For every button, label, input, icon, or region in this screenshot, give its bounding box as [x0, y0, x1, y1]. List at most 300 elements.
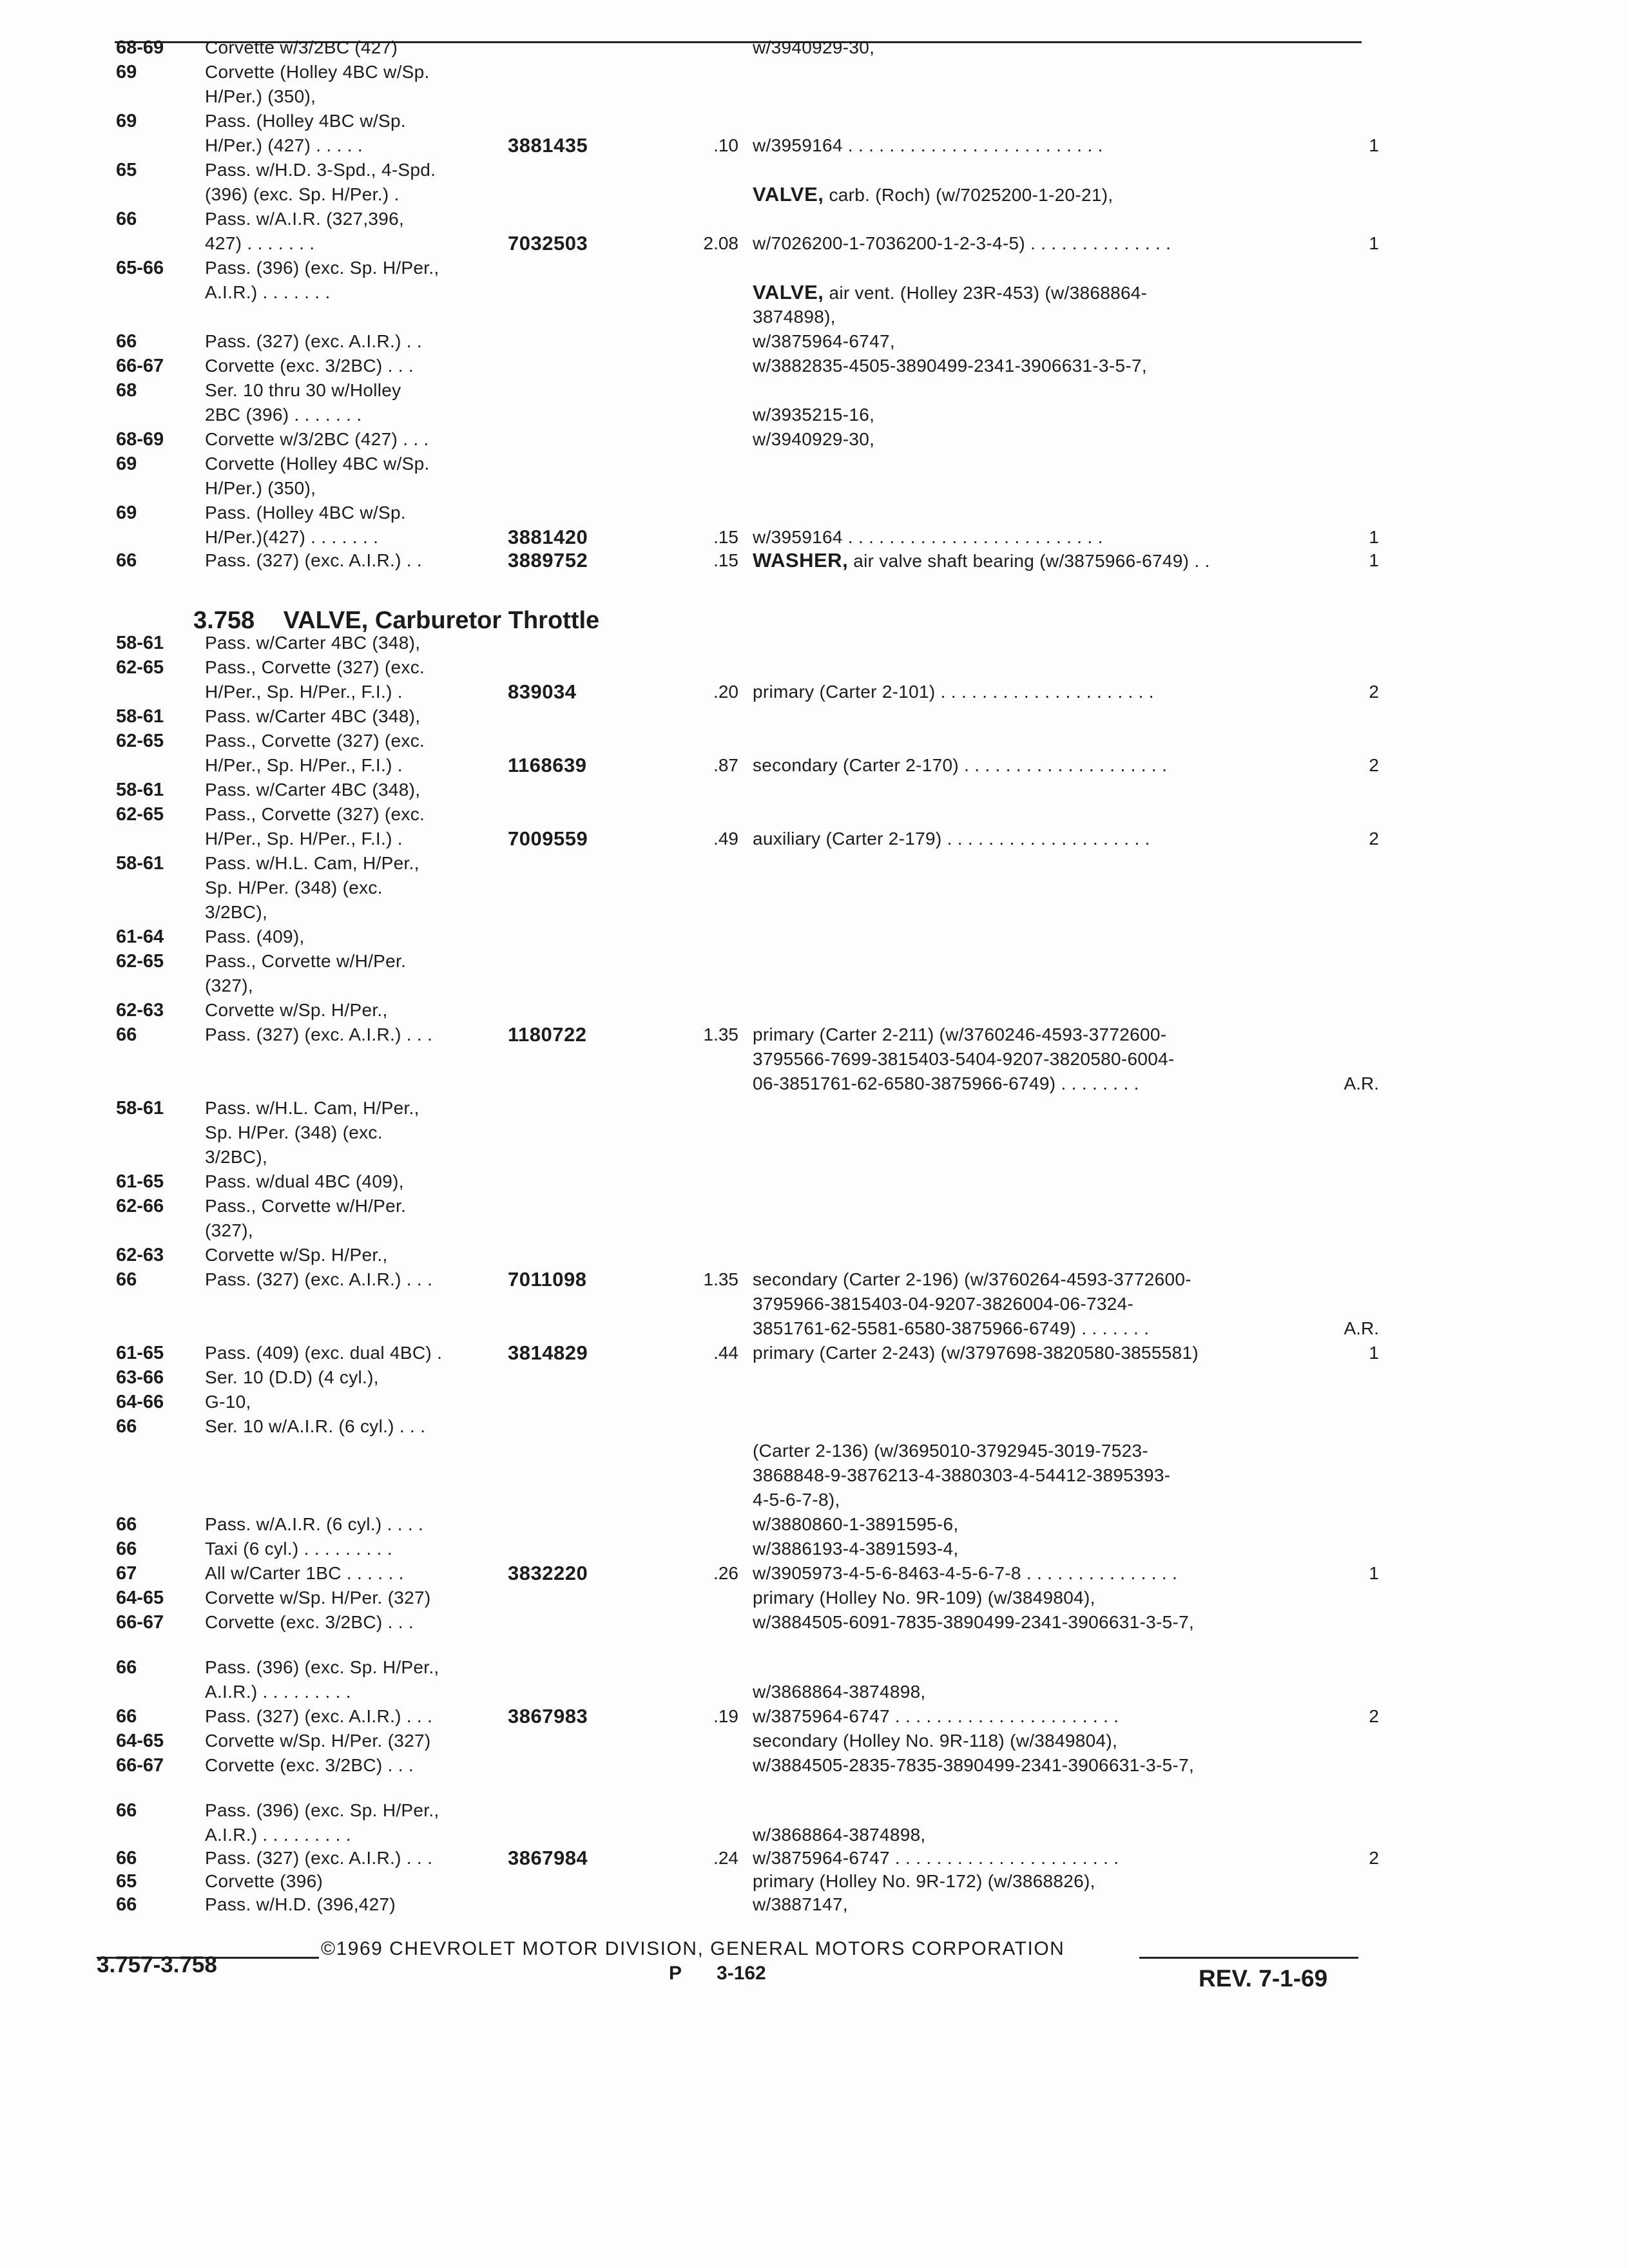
- application-description: A.I.R.) . . . . . . . . .: [205, 1682, 351, 1702]
- catalog-line: [0, 901, 1629, 924]
- remarks-text: w/3887147,: [753, 1894, 848, 1914]
- application-description: H/Per., Sp. H/Per., F.I.) .: [205, 829, 403, 849]
- quantity: A.R.: [1344, 1073, 1379, 1093]
- catalog-line: [0, 1366, 1629, 1389]
- catalog-line: [0, 1705, 1629, 1728]
- remarks-text: w/3875964-6747 . . . . . . . . . . . . . . . . . . . . . .: [753, 1848, 1119, 1868]
- catalog-line: [0, 680, 1629, 704]
- catalog-line: [0, 1415, 1629, 1438]
- application-description: (327),: [205, 1220, 253, 1240]
- quantity: A.R.: [1344, 1318, 1379, 1338]
- application-description: Pass. (396) (exc. Sp. H/Per.,: [205, 1800, 439, 1820]
- remarks-text: w/3959164 . . . . . . . . . . . . . . . . . . . . . . . . .: [753, 527, 1103, 547]
- application-description: H/Per.) (350),: [205, 478, 316, 498]
- remarks-text: w/3884505-2835-7835-3890499-2341-3906631-3-5-7,: [753, 1755, 1195, 1775]
- catalog-line: [0, 1048, 1629, 1071]
- application-description: 3/2BC),: [205, 1147, 268, 1167]
- application-description: Pass. (327) (exc. A.I.R.) . . .: [205, 1706, 433, 1726]
- application-description: Pass., Corvette w/H/Per.: [205, 1196, 407, 1216]
- application-description: Taxi (6 cyl.) . . . . . . . . .: [205, 1539, 392, 1559]
- application-description: Pass. w/Carter 4BC (348),: [205, 706, 421, 726]
- catalog-line: [0, 477, 1629, 500]
- section-title: VALVE, Carburetor Throttle: [283, 607, 600, 634]
- year-range: 66: [116, 1894, 137, 1915]
- year-range: 64-65: [116, 1588, 164, 1608]
- remarks: [753, 1293, 1133, 1316]
- remarks: [753, 281, 1147, 305]
- application-description: Pass. w/H.L. Cam, H/Per.,: [205, 853, 419, 873]
- application-description: Pass. (396) (exc. Sp. H/Per.,: [205, 258, 439, 278]
- year-range: 69: [116, 503, 137, 523]
- part-number: 3881420: [508, 526, 588, 548]
- remarks-text: w/3940929-30,: [753, 37, 875, 57]
- catalog-line: [0, 1317, 1629, 1340]
- remarks: [753, 1705, 1119, 1728]
- application-description: Pass., Corvette (327) (exc.: [205, 657, 425, 677]
- application-description: Corvette w/Sp. H/Per. (327): [205, 1588, 431, 1608]
- application-description: Pass. (327) (exc. A.I.R.) . . .: [205, 1024, 433, 1044]
- application-description: G-10,: [205, 1392, 251, 1412]
- year-range: 66: [116, 1539, 137, 1559]
- quantity: 1: [1369, 1343, 1379, 1363]
- part-name: VALVE,: [753, 281, 824, 303]
- year-range: 63-66: [116, 1367, 164, 1388]
- application-description: Sp. H/Per. (348) (exc.: [205, 1122, 383, 1142]
- remarks: [753, 1464, 1170, 1487]
- catalog-line: [0, 925, 1629, 948]
- catalog-line: [0, 1244, 1629, 1267]
- part-number: 3867984: [508, 1847, 588, 1869]
- year-range: 62-66: [116, 1196, 164, 1216]
- year-range: 68-69: [116, 429, 164, 450]
- catalog-line: [0, 1121, 1629, 1144]
- remarks: [753, 1439, 1148, 1463]
- remarks-text: w/3868864-3874898,: [753, 1682, 926, 1702]
- catalog-line: [0, 876, 1629, 899]
- remarks: [753, 183, 1113, 207]
- application-description: Pass., Corvette (327) (exc.: [205, 731, 425, 751]
- quantity: 2: [1369, 829, 1379, 849]
- list-price: .19: [713, 1706, 738, 1726]
- application-description: Pass. (Holley 4BC w/Sp.: [205, 111, 406, 131]
- catalog-line: [0, 428, 1629, 451]
- remarks-text: w/3905973-4-5-6-8463-4-5-6-7-8 . . . . . . . . . . . . . . .: [753, 1563, 1178, 1583]
- application-description: (327),: [205, 975, 253, 995]
- catalog-line: [0, 754, 1629, 777]
- part-number: 1180722: [508, 1023, 587, 1046]
- catalog-line: [0, 1680, 1629, 1704]
- catalog-line: [0, 950, 1629, 973]
- copyright-text: ©1969 CHEVROLET MOTOR DIVISION, GENERAL MOTORS CORPORATION: [321, 1938, 1065, 1959]
- remarks-text: w/3882835-4505-3890499-2341-3906631-3-5-7,: [753, 356, 1147, 376]
- quantity: 2: [1369, 682, 1379, 702]
- remarks: [753, 526, 1103, 549]
- part-number: 839034: [508, 680, 577, 703]
- part-number: 3881435: [508, 134, 588, 157]
- list-price: .44: [713, 1343, 738, 1363]
- catalog-line: [0, 974, 1629, 997]
- remarks: [753, 36, 874, 59]
- list-price: .20: [713, 682, 738, 702]
- remarks: [753, 754, 1167, 777]
- remarks-text: (Carter 2-136) (w/3695010-3792945-3019-7523-: [753, 1441, 1149, 1461]
- remarks-text: primary (Carter 2-101) . . . . . . . . . . . . . . . . . . . . .: [753, 682, 1154, 702]
- catalog-line: [0, 1146, 1629, 1169]
- remarks-text: secondary (Holley No. 9R-118) (w/3849804),: [753, 1731, 1118, 1751]
- remarks-text: w/3940929-30,: [753, 429, 875, 449]
- catalog-line: [0, 36, 1629, 59]
- remarks-text: primary (Carter 2-211) (w/3760246-4593-3772600-: [753, 1024, 1167, 1044]
- remarks: [753, 549, 1210, 573]
- year-range: 61-65: [116, 1171, 164, 1192]
- part-number: 1168639: [508, 754, 587, 776]
- application-description: A.I.R.) . . . . . . .: [205, 282, 331, 302]
- remarks: [753, 1562, 1177, 1585]
- application-description: Ser. 10 (D.D) (4 cyl.),: [205, 1367, 379, 1387]
- remarks: [753, 1754, 1194, 1777]
- year-range: 58-61: [116, 706, 164, 727]
- remarks-text: primary (Holley No. 9R-109) (w/3849804),: [753, 1588, 1095, 1608]
- application-description: Corvette (Holley 4BC w/Sp.: [205, 454, 430, 474]
- catalog-line: [0, 110, 1629, 133]
- remarks-text: w/3868864-3874898,: [753, 1825, 926, 1845]
- catalog-line: [0, 159, 1629, 182]
- section-heading: [193, 607, 599, 635]
- remarks-text: primary (Carter 2-243) (w/3797698-3820580-3855581): [753, 1343, 1199, 1363]
- catalog-line: [0, 501, 1629, 524]
- application-description: Corvette w/3/2BC (427) . . .: [205, 429, 429, 449]
- catalog-line: [0, 1195, 1629, 1218]
- catalog-line: [0, 631, 1629, 655]
- remarks-text: w/7026200-1-7036200-1-2-3-4-5) . . . . . . . . . . . . . .: [753, 233, 1171, 253]
- catalog-line: [0, 61, 1629, 84]
- remarks-text: air vent. (Holley 23R-453) (w/3868864-: [824, 283, 1148, 303]
- quantity: 2: [1369, 755, 1379, 775]
- list-price: 2.08: [703, 233, 738, 253]
- catalog-line: [0, 256, 1629, 280]
- application-description: Pass. w/H.D. (396,427): [205, 1894, 396, 1914]
- remarks-text: 3874898),: [753, 307, 836, 327]
- part-number: 7009559: [508, 827, 588, 850]
- year-range: 64-66: [116, 1392, 164, 1412]
- application-description: Pass., Corvette w/H/Per.: [205, 951, 407, 971]
- application-description: Pass. (Holley 4BC w/Sp.: [205, 503, 406, 523]
- remarks-text: carb. (Roch) (w/7025200-1-20-21),: [824, 185, 1113, 205]
- year-range: 66: [116, 1848, 137, 1869]
- remarks-text: w/3880860-1-3891595-6,: [753, 1514, 959, 1534]
- catalog-line: [0, 1656, 1629, 1679]
- remarks: [753, 1586, 1095, 1610]
- catalog-line: [0, 1439, 1629, 1463]
- year-range: 66: [116, 1514, 137, 1535]
- remarks: [753, 1893, 848, 1916]
- catalog-line: [0, 183, 1629, 206]
- remarks: [753, 232, 1171, 255]
- list-price: .15: [713, 550, 738, 570]
- copyright-line: [321, 1938, 1065, 1960]
- year-range: 66: [116, 1800, 137, 1821]
- catalog-line: [0, 1341, 1629, 1365]
- year-range: 66-67: [116, 356, 164, 376]
- catalog-line: [0, 1097, 1629, 1120]
- remarks-text: 3868848-9-3876213-4-3880303-4-54412-3895393-: [753, 1465, 1171, 1485]
- application-description: Corvette w/Sp. H/Per. (327): [205, 1731, 431, 1751]
- application-description: A.I.R.) . . . . . . . . .: [205, 1825, 351, 1845]
- application-description: Corvette (Holley 4BC w/Sp.: [205, 62, 430, 82]
- catalog-line: [0, 1586, 1629, 1610]
- remarks-text: w/3959164 . . . . . . . . . . . . . . . . . . . . . . . . .: [753, 135, 1103, 155]
- application-description: Pass. w/A.I.R. (327,396,: [205, 209, 405, 229]
- year-range: 66-67: [116, 1612, 164, 1633]
- page-number: [669, 1963, 766, 1984]
- remarks: [753, 1823, 926, 1847]
- application-description: Pass. w/Carter 4BC (348),: [205, 780, 421, 800]
- remarks: [753, 1268, 1191, 1291]
- year-range: 66: [116, 209, 137, 229]
- catalog-line: [0, 1464, 1629, 1487]
- part-number: 3832220: [508, 1562, 588, 1584]
- remarks-text: air valve shaft bearing (w/3875966-6749) . .: [848, 551, 1210, 571]
- remarks: [753, 330, 895, 353]
- application-description: Pass. w/H.D. 3-Spd., 4-Spd.: [205, 160, 436, 180]
- catalog-line: [0, 330, 1629, 353]
- application-description: 427) . . . . . . .: [205, 233, 315, 253]
- application-description: Corvette (396): [205, 1871, 323, 1891]
- year-range: 62-63: [116, 1000, 164, 1021]
- catalog-line: [0, 656, 1629, 679]
- catalog-line: [0, 403, 1629, 427]
- catalog-line: [0, 1562, 1629, 1585]
- year-range: 68-69: [116, 37, 164, 58]
- catalog-line: [0, 1729, 1629, 1753]
- remarks: [753, 1513, 959, 1536]
- year-range: 66-67: [116, 1755, 164, 1776]
- quantity: 2: [1369, 1706, 1379, 1726]
- part-number: 7032503: [508, 232, 588, 255]
- remarks: [753, 1023, 1166, 1046]
- year-range: 58-61: [116, 633, 164, 653]
- application-description: Corvette w/3/2BC (427): [205, 37, 398, 57]
- catalog-line: [0, 549, 1629, 572]
- remarks: [753, 827, 1150, 850]
- catalog-line: [0, 281, 1629, 304]
- application-description: Corvette w/Sp. H/Per.,: [205, 1000, 388, 1020]
- catalog-line: [0, 999, 1629, 1022]
- application-description: Pass. w/A.I.R. (6 cyl.) . . . .: [205, 1514, 424, 1534]
- remarks: [753, 1680, 926, 1704]
- catalog-line: [0, 1754, 1629, 1777]
- application-description: Sp. H/Per. (348) (exc.: [205, 878, 383, 898]
- year-range: 66: [116, 1416, 137, 1437]
- year-range: 66: [116, 1657, 137, 1678]
- catalog-line: [0, 778, 1629, 802]
- part-number: 3814829: [508, 1341, 588, 1364]
- remarks-text: w/3875964-6747,: [753, 331, 895, 351]
- part-name: VALVE,: [753, 183, 824, 206]
- remarks: [753, 134, 1103, 157]
- catalog-line: [0, 85, 1629, 108]
- year-range: 62-63: [116, 1245, 164, 1265]
- year-range: 65-66: [116, 258, 164, 278]
- application-description: H/Per., Sp. H/Per., F.I.) .: [205, 682, 403, 702]
- remarks: [753, 1870, 1095, 1893]
- section-number: 3.758: [193, 607, 255, 634]
- remarks: [753, 305, 836, 329]
- year-range: 62-65: [116, 951, 164, 972]
- group-reference: 3.757-3.758: [97, 1952, 217, 1977]
- remarks-text: secondary (Carter 2-196) (w/3760264-4593-3772600-: [753, 1269, 1191, 1289]
- catalog-line: [0, 305, 1629, 329]
- application-description: H/Per.) (350),: [205, 86, 316, 106]
- application-description: Pass. (409) (exc. dual 4BC) .: [205, 1343, 443, 1363]
- remarks: [753, 680, 1154, 704]
- application-description: Pass. w/H.L. Cam, H/Per.,: [205, 1098, 419, 1118]
- catalog-line: [0, 729, 1629, 753]
- application-description: H/Per., Sp. H/Per., F.I.) .: [205, 755, 403, 775]
- application-description: All w/Carter 1BC . . . . . .: [205, 1563, 404, 1583]
- application-description: Pass. (327) (exc. A.I.R.) . .: [205, 331, 423, 351]
- remarks: [753, 1341, 1199, 1365]
- catalog-line: [0, 207, 1629, 231]
- application-description: Pass. (327) (exc. A.I.R.) . .: [205, 550, 423, 570]
- list-price: .87: [713, 755, 738, 775]
- list-price: 1.35: [703, 1269, 738, 1289]
- remarks-text: 3851761-62-5581-6580-3875966-6749) . . . . . . .: [753, 1318, 1150, 1338]
- remarks: [753, 1729, 1117, 1753]
- year-range: 65: [116, 160, 137, 180]
- remarks-text: w/3935215-16,: [753, 405, 875, 425]
- part-number: 3889752: [508, 549, 588, 572]
- remarks-text: 06-3851761-62-6580-3875966-6749) . . . . . . . .: [753, 1073, 1139, 1093]
- remarks: [753, 1488, 840, 1512]
- year-range: 62-65: [116, 657, 164, 678]
- remarks-text: auxiliary (Carter 2-179) . . . . . . . . . . . . . . . . . . . .: [753, 829, 1150, 849]
- remarks: [753, 1847, 1119, 1870]
- remarks-text: secondary (Carter 2-170) . . . . . . . . . . . . . . . . . . . .: [753, 755, 1168, 775]
- year-range: 61-64: [116, 927, 164, 947]
- catalog-line: [0, 1488, 1629, 1512]
- quantity: 1: [1369, 233, 1379, 253]
- remarks-text: w/3884505-6091-7835-3890499-2341-3906631-3-5-7,: [753, 1612, 1195, 1632]
- quantity: 1: [1369, 527, 1379, 547]
- catalog-line: [0, 354, 1629, 378]
- list-price: 1.35: [703, 1024, 738, 1044]
- application-description: Pass. w/dual 4BC (409),: [205, 1171, 404, 1191]
- remarks: [753, 1537, 959, 1561]
- application-description: Corvette (exc. 3/2BC) . . .: [205, 356, 414, 376]
- list-price: .26: [713, 1563, 738, 1583]
- list-price: .24: [713, 1848, 738, 1868]
- catalog-line: [0, 452, 1629, 476]
- catalog-line: [0, 1390, 1629, 1414]
- catalog-line: [0, 1611, 1629, 1634]
- year-range: 62-65: [116, 804, 164, 825]
- catalog-line: [0, 852, 1629, 875]
- year-range: 67: [116, 1563, 137, 1584]
- page-prefix: P: [669, 1963, 682, 1984]
- year-range: 69: [116, 454, 137, 474]
- quantity: 1: [1369, 1563, 1379, 1583]
- year-range: 66: [116, 1269, 137, 1290]
- year-range: 66: [116, 1706, 137, 1727]
- year-range: 66: [116, 331, 137, 352]
- year-range: 61-65: [116, 1343, 164, 1363]
- catalog-line: [0, 1170, 1629, 1193]
- application-description: (396) (exc. Sp. H/Per.) .: [205, 184, 400, 204]
- catalog-line: [0, 1072, 1629, 1095]
- quantity: 1: [1369, 550, 1379, 570]
- application-description: H/Per.) (427) . . . . .: [205, 135, 363, 155]
- year-range: 69: [116, 111, 137, 131]
- catalog-line: [0, 1799, 1629, 1822]
- catalog-line: [0, 827, 1629, 850]
- year-range: 66: [116, 550, 137, 571]
- application-description: Corvette (exc. 3/2BC) . . .: [205, 1755, 414, 1775]
- catalog-line: [0, 232, 1629, 255]
- quantity: 2: [1369, 1848, 1379, 1868]
- remarks-text: 3795566-7699-3815403-5404-9207-3820580-6004-: [753, 1049, 1175, 1069]
- application-description: 3/2BC),: [205, 902, 268, 922]
- year-range: 65: [116, 1871, 137, 1892]
- revision-date: REV. 7-1-69: [1199, 1965, 1328, 1992]
- part-number: 7011098: [508, 1268, 587, 1291]
- remarks: [753, 1048, 1175, 1071]
- quantity: 1: [1369, 135, 1379, 155]
- application-description: Corvette (exc. 3/2BC) . . .: [205, 1612, 414, 1632]
- catalog-line: [0, 1023, 1629, 1046]
- remarks-text: primary (Holley No. 9R-172) (w/3868826),: [753, 1871, 1095, 1891]
- footer-rule-trail: [1139, 1957, 1358, 1959]
- catalog-line: [0, 379, 1629, 402]
- catalog-line: [0, 803, 1629, 826]
- application-description: Pass. (327) (exc. A.I.R.) . . .: [205, 1269, 433, 1289]
- application-description: Ser. 10 thru 30 w/Holley: [205, 380, 401, 400]
- catalog-line: [0, 1870, 1629, 1893]
- catalog-line: [0, 1268, 1629, 1291]
- catalog-line: [0, 134, 1629, 157]
- year-range: 58-61: [116, 1098, 164, 1119]
- catalog-line: [0, 1847, 1629, 1870]
- year-range: 69: [116, 62, 137, 82]
- remarks: [753, 1611, 1194, 1634]
- catalog-line: [0, 1893, 1629, 1916]
- remarks: [753, 428, 874, 451]
- catalog-line: [0, 1537, 1629, 1561]
- catalog-line: [0, 705, 1629, 728]
- application-description: Pass. w/Carter 4BC (348),: [205, 633, 421, 653]
- application-description: 2BC (396) . . . . . . .: [205, 405, 362, 425]
- part-name: WASHER,: [753, 549, 849, 572]
- catalog-line: [0, 1219, 1629, 1242]
- remarks: [753, 1317, 1149, 1340]
- year-range: 62-65: [116, 731, 164, 751]
- list-price: .15: [713, 527, 738, 547]
- year-range: 58-61: [116, 780, 164, 800]
- remarks-text: 4-5-6-7-8),: [753, 1490, 840, 1510]
- remarks: [753, 354, 1147, 378]
- list-price: .49: [713, 829, 738, 849]
- catalog-line: [0, 1513, 1629, 1536]
- application-description: Pass. (396) (exc. Sp. H/Per.,: [205, 1657, 439, 1677]
- year-range: 64-65: [116, 1731, 164, 1751]
- year-range: 66: [116, 1024, 137, 1045]
- remarks: [753, 403, 874, 427]
- part-number: 3867983: [508, 1705, 588, 1727]
- application-description: Pass., Corvette (327) (exc.: [205, 804, 425, 824]
- list-price: .10: [713, 135, 738, 155]
- remarks-text: w/3886193-4-3891593-4,: [753, 1539, 959, 1559]
- catalog-line: [0, 526, 1629, 549]
